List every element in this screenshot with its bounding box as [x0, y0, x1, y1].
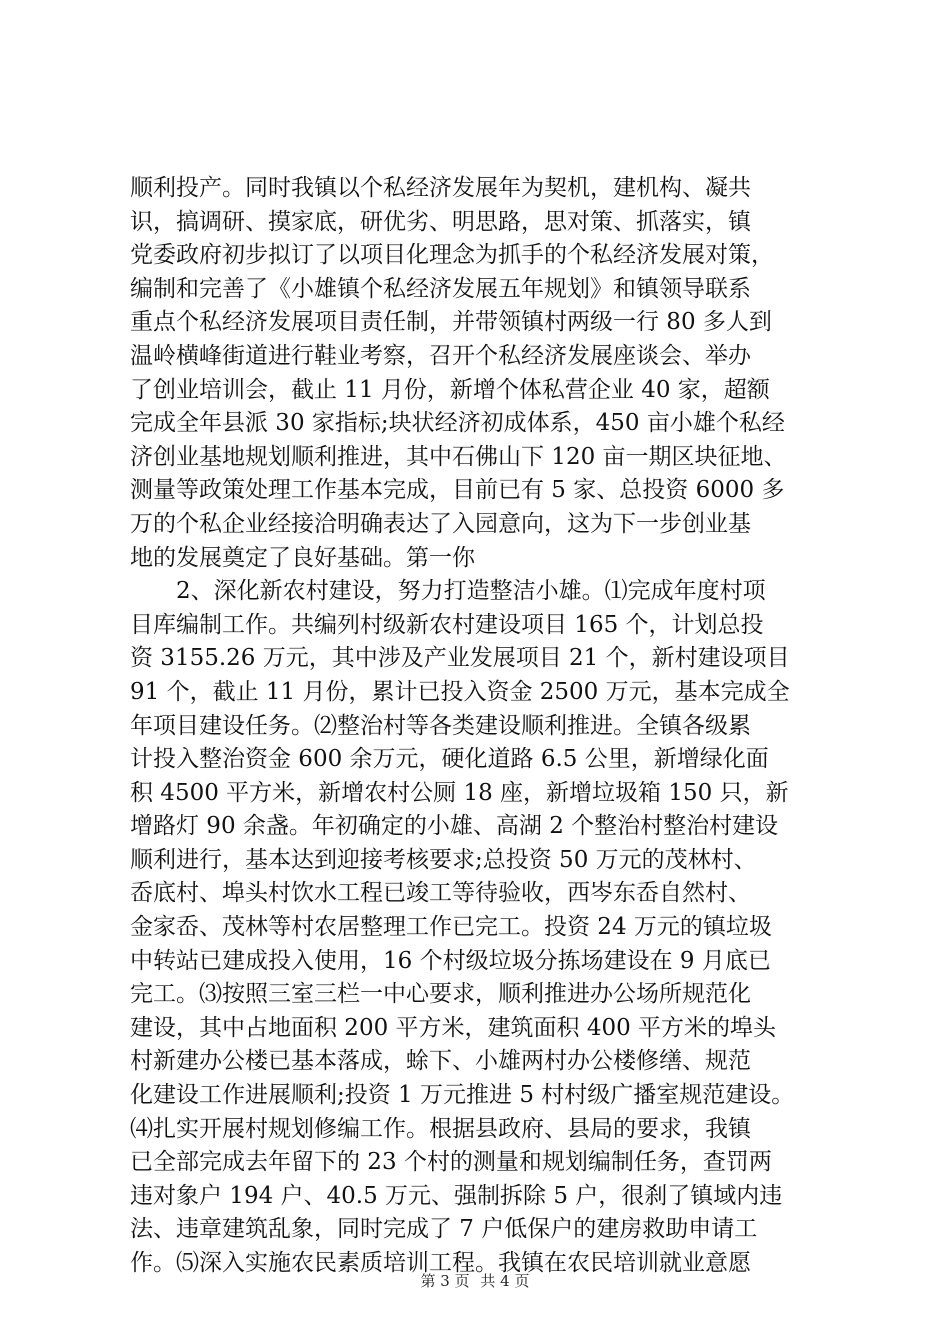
text-line: 温岭横峰街道进行鞋业考察，召开个私经济发展座谈会、举办 [130, 342, 751, 369]
text-line: 计投入整治资金 600 余万元，硬化道路 6.5 公里，新增绿化面 [130, 746, 769, 773]
text-line: 济创业基地规划顺利推进，其中石佛山下 120 亩一期区块征地、 [130, 443, 787, 470]
text-line: ⑷扎实开展村规划修编工作。根据县政府、县局的要求，我镇 [130, 1115, 751, 1142]
text-line: 金家岙、茂林等村农居整理工作已完工。投资 24 万元的镇垃圾 [130, 914, 772, 941]
text-line: 地的发展奠定了良好基础。第一你 [130, 544, 475, 571]
page-total: 共 4 页 [480, 1272, 530, 1290]
text-line: 岙底村、埠头村饮水工程已竣工等待验收，西岑东岙自然村、 [130, 880, 751, 907]
text-line: 万的个私企业经接洽明确表达了入园意向，这为下一步创业基 [130, 510, 751, 537]
text-line: 违对象户 194 户、40.5 万元、强制拆除 5 户，很刹了镇域内违 [130, 1182, 783, 1209]
text-line: 91 个，截止 11 月份，累计已投入资金 2500 万元，基本完成全 [130, 678, 790, 705]
text-line: 已全部完成去年留下的 23 个村的测量和规划编制任务，查罚两 [130, 1149, 772, 1176]
text-line: 了创业培训会，截止 11 月份，新增个体私营企业 40 家，超额 [130, 376, 770, 403]
text-line: 重点个私经济发展项目责任制，并带领镇村两级一行 80 多人到 [130, 309, 772, 336]
text-line: 作。⑸深入实施农民素质培训工程。我镇在农民培训就业意愿 [130, 1250, 751, 1276]
text-line: 党委政府初步拟订了以项目化理念为抓手的个私经济发展对策， [130, 242, 774, 269]
page-number: 第 3 页 [420, 1272, 470, 1290]
text-line: 完成全年县派 30 家指标;块状经济初成体系，450 亩小雄个私经 [130, 410, 785, 437]
text-line: 目库编制工作。共编列村级新农村建设项目 165 个，计划总投 [130, 611, 764, 638]
text-line: 积 4500 平方米，新增农村公厕 18 座，新增垃圾箱 150 只，新 [130, 779, 789, 806]
text-line: 完工。⑶按照三室三栏一中心要求，顺利推进办公场所规范化 [130, 981, 751, 1008]
text-line: 中转站已建成投入使用，16 个村级垃圾分拣场建设在 9 月底已 [130, 947, 771, 974]
text-line: 识，搞调研、摸家底，研优劣、明思路，思对策、抓落实，镇 [130, 208, 751, 235]
paragraph-start-line: 2、深化新农村建设，努力打造整洁小雄。⑴完成年度村项 [176, 578, 766, 605]
text-line: 村新建办公楼已基本落成，蜍下、小雄两村办公楼修缮、规范 [130, 1048, 751, 1075]
text-line: 资 3155.26 万元，其中涉及产业发展项目 21 个，新村建设项目 [130, 645, 790, 672]
text-line: 化建设工作进展顺利;投资 1 万元推进 5 村村级广播室规范建设。 [130, 1082, 795, 1109]
text-line: 顺利进行，基本达到迎接考核要求;总投资 50 万元的茂林村、 [130, 846, 757, 873]
text-line: 增路灯 90 余盏。年初确定的小雄、高湖 2 个整治村整治村建设 [130, 813, 779, 840]
text-line: 建设，其中占地面积 200 平方米，建筑面积 400 平方米的埠头 [130, 1014, 777, 1041]
text-line: 顺利投产。同时我镇以个私经济发展年为契机，建机构、凝共 [130, 175, 751, 201]
text-line: 编制和完善了《小雄镇个私经济发展五年规划》和镇领导联系 [130, 275, 751, 302]
page-footer [0, 1270, 950, 1291]
text-line: 测量等政策处理工作基本完成，目前已有 5 家、总投资 6000 多 [130, 477, 785, 504]
text-line: 年项目建设任务。⑵整治村等各类建设顺利推进。全镇各级累 [130, 712, 751, 739]
text-line: 法、违章建筑乱象，同时完成了 7 户低保户的建房救助申请工 [130, 1216, 758, 1243]
body-text [130, 172, 855, 1281]
